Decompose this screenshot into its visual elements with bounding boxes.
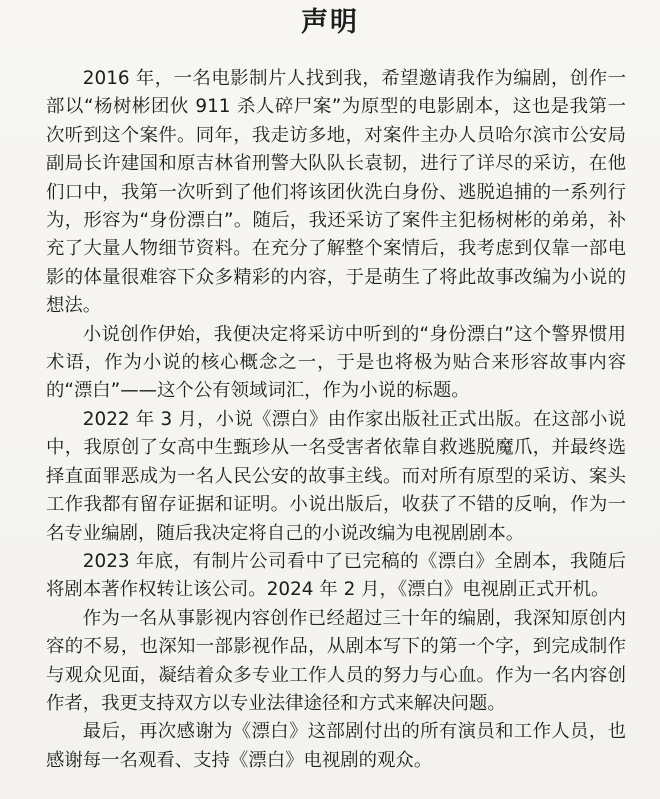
paragraph: 作为一名从事影视内容创作已经超过三十年的编剧，我深知原创内容的不易，也深知一部影视作品，从剧本写下的第一个字，到完成制作与观众见面，凝结着众多专业工作人员的努力与心血。作为一名内容创作者，我更支持双方以专业法律途径和方式来解决问题。: [46, 607, 626, 714]
paragraph: 2022 年 3 月，小说《漂白》由作家出版社正式出版。在这部小说中，我原创了女高中生甄珍从一名受害者依靠自救逃脱魔爪，并最终选择直面罪恶成为一名人民公安的故事主线。而对所有原型的采访、案头工作我都有留存证据和证明。小说出版后，收获了不错的反响，作为一名专业编剧，随后我决定将自己的小说改编为电视剧剧本。: [46, 408, 626, 544]
statement-body: [46, 65, 626, 775]
page-title: 声明: [301, 7, 359, 38]
paragraph: 2023 年底，有制片公司看中了已完稿的《漂白》全剧本，我随后将剧本著作权转让该公司。2024 年 2 月，《漂白》电视剧正式开机。: [46, 550, 626, 601]
paragraph: 小说创作伊始，我便决定将采访中听到的“身份漂白”这个警界惯用术语，作为小说的核心概念之一，于是也将极为贴合来形容故事内容的“漂白”——这个公有领域词汇，作为小说的标题。: [46, 323, 626, 402]
paragraph: 最后，再次感谢为《漂白》这部剧付出的所有演员和工作人员，也感谢每一名观看、支持《漂白》电视剧的观众。: [46, 721, 626, 771]
paragraph: 2016 年，一名电影制片人找到我，希望邀请我作为编剧，创作一部以“杨树彬团伙 911 杀人碎尸案”为原型的电影剧本，这也是我第一次听到这个案件。同年，我走访多地，对案件主办人员哈尔滨市公安局副局长许建国和原吉林省刑警大队队长袁韧，进行了详尽的采访，在他们口中，我第一次听到了他们将该团伙洗白身份、逃脱追捕的一系列行为，形容为“身份漂白”。随后，我还采访了案件主犯杨树彬的弟弟，补充了大量人物细节资料。在充分了解整个案情后，我考虑到仅靠一部电影的体量很难容下众多精彩的内容，于是萌生了将此故事改编为小说的想法。: [46, 68, 626, 317]
